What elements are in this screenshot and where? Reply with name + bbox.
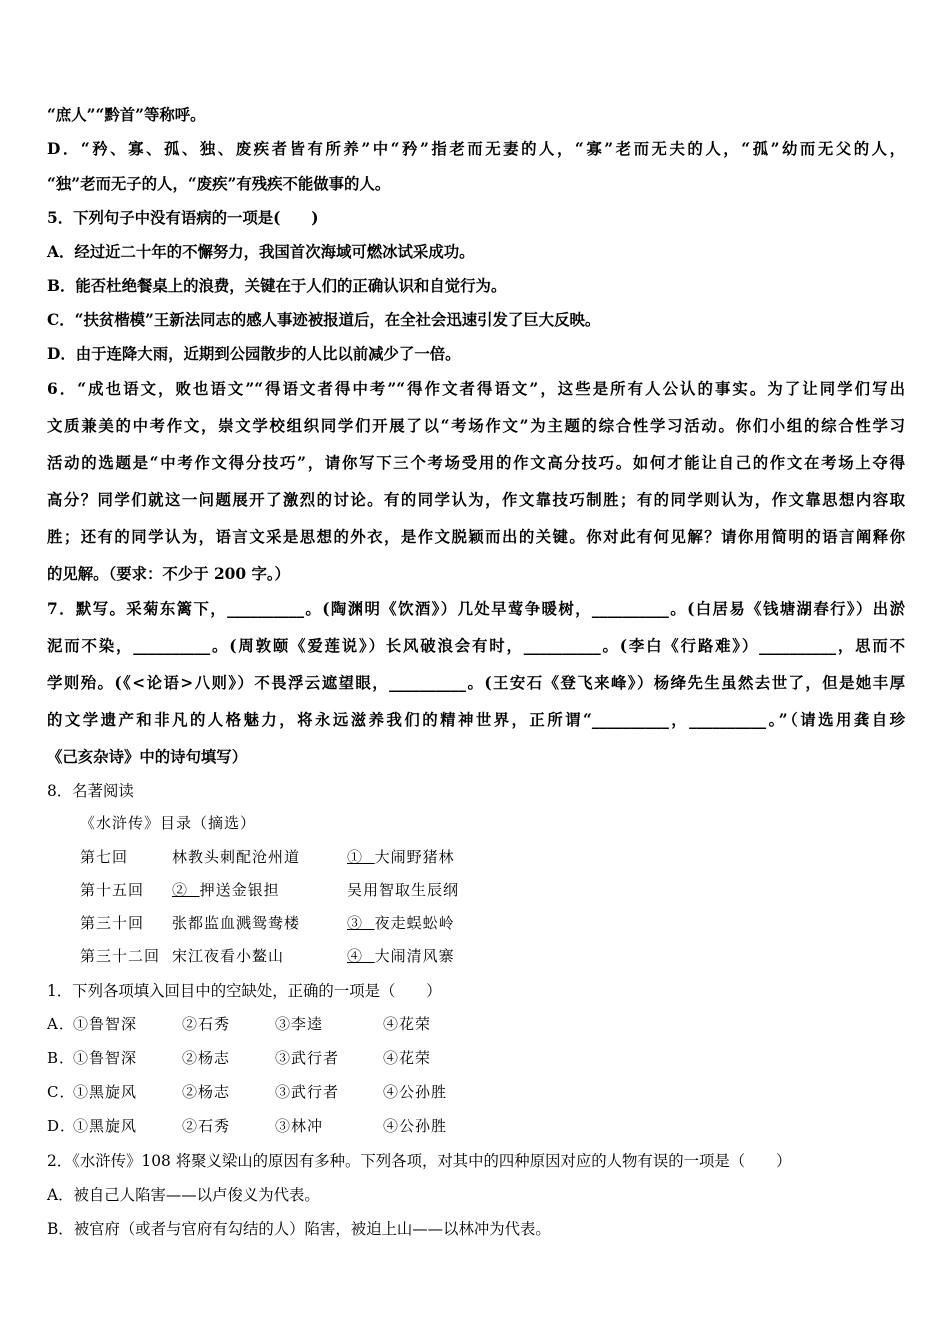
option-choice: ④花荣 bbox=[383, 1015, 432, 1033]
text-line: “独”老而无子的人，“废疾”有残疾不能做事的人。 bbox=[47, 175, 391, 193]
option-choice: ①鲁智深 bbox=[73, 1015, 138, 1033]
option-choice: ③林冲 bbox=[275, 1117, 324, 1135]
option-d-line: D．“矜、寡、孤、独、废疾者皆有所养”中“矜”指老而无妻的人，“寡”老而无夫的人，“孤”幼而无父的人， bbox=[47, 140, 905, 158]
toc-chapter: 第七回 bbox=[80, 848, 129, 866]
question-6-line: 胜；还有的同学认为，语言文采是思想的外衣，是作文脱颖而出的关键。你对此有何见解？请你用简明的语言阐释你 bbox=[47, 528, 905, 546]
question-7-line: 泥而不染，__________。(周敦颐《爱莲说》）长风破浪会有时，__________。(李白《行路难》）__________，思而不 bbox=[47, 637, 905, 655]
option-choice: ①黑旋风 bbox=[73, 1083, 138, 1101]
toc-right-title: ③ 夜走蜈蚣岭 bbox=[347, 914, 455, 932]
toc-blank: ① bbox=[347, 848, 364, 866]
option-choice: ②杨志 bbox=[182, 1049, 231, 1067]
question-5-option-b: B．能否杜绝餐桌上的浪费，关键在于人们的正确认识和自觉行为。 bbox=[47, 277, 507, 295]
option-choice: ③李逵 bbox=[275, 1015, 324, 1033]
option-choice: ②杨志 bbox=[182, 1083, 231, 1101]
toc-left-title: 林教头刺配沧州道 bbox=[172, 848, 301, 866]
toc-left-title: 宋江夜看小鳌山 bbox=[172, 947, 285, 965]
sub-question-2-option-a: A．被自己人陷害——以卢俊义为代表。 bbox=[47, 1186, 320, 1204]
question-7-line: 学则殆。(《<论语>八则》）不畏浮云遮望眼，__________。(王安石《登飞来峰》）杨绛先生虽然去世了，但是她丰厚 bbox=[47, 674, 905, 692]
option-label: A． bbox=[47, 1015, 75, 1033]
option-choice: ③武行者 bbox=[275, 1083, 340, 1101]
toc-blank: ④ bbox=[347, 947, 364, 965]
toc-right-title: ④ 大闹清风寨 bbox=[347, 947, 455, 965]
toc-title: 《水浒传》目录（摘选） bbox=[80, 814, 257, 832]
option-choice: ②石秀 bbox=[182, 1015, 231, 1033]
option-choice: ①鲁智深 bbox=[73, 1049, 138, 1067]
question-5-option-a: A．经过近二十年的不懈努力，我国首次海域可燃冰试采成功。 bbox=[47, 243, 475, 261]
option-label: D． bbox=[47, 1117, 77, 1135]
option-choice: ①黑旋风 bbox=[73, 1117, 138, 1135]
question-7-line: 的文学遗产和非凡的人格魅力，将永远滋养我们的精神世界，正所谓“__________，__________。”（请选用龚自珍 bbox=[47, 711, 905, 729]
question-5-stem: 5．下列句子中没有语病的一项是( ) bbox=[47, 209, 319, 227]
option-choice: ④公孙胜 bbox=[383, 1117, 448, 1135]
option-label: C． bbox=[47, 1083, 76, 1101]
question-8-stem: 8．名著阅读 bbox=[47, 782, 134, 800]
question-7-line: 7．默写。采菊东篱下，__________。(陶渊明《饮酒》）几处早莺争暖树，__________。(白居易《钱塘湖春行》）出淤 bbox=[47, 600, 905, 618]
option-choice: ②石秀 bbox=[182, 1117, 231, 1135]
sub-question-2-option-b: B．被官府（或者与官府有勾结的人）陷害，被迫上山——以林冲为代表。 bbox=[47, 1220, 551, 1238]
question-6-line: 文质兼美的中考作文，崇文学校组织同学们开展了以“考场作文”为主题的综合性学习活动。你们小组的综合性学习 bbox=[47, 417, 905, 435]
option-choice: ④花荣 bbox=[383, 1049, 432, 1067]
option-label: B． bbox=[47, 1049, 76, 1067]
toc-chapter: 第十五回 bbox=[80, 881, 145, 899]
question-6-line: 的见解。（要求：不少于 200 字。） bbox=[47, 565, 290, 583]
toc-right-title: 吴用智取生辰纲 bbox=[347, 881, 460, 899]
toc-blank: ③ bbox=[347, 914, 364, 932]
text-line: “庶人”“黔首”等称呼。 bbox=[47, 106, 206, 124]
option-choice: ④公孙胜 bbox=[383, 1083, 448, 1101]
toc-blank: ② bbox=[172, 881, 189, 899]
question-7-line: 《己亥杂诗》中的诗句填写） bbox=[47, 748, 248, 766]
sub-question-1-stem: 1．下列各项填入回目中的空缺处，正确的一项是（ ） bbox=[47, 982, 442, 1000]
toc-chapter: 第三十回 bbox=[80, 914, 145, 932]
sub-question-2-stem: 2．《水浒传》108 将聚义梁山的原因有多种。下列各项，对其中的四种原因对应的人物有误的一项是（ ） bbox=[47, 1152, 792, 1170]
question-5-option-d: D．由于连降大雨，近期到公园散步的人比以前减少了一倍。 bbox=[47, 345, 461, 363]
question-5-option-c: C．“扶贫楷模”王新法同志的感人事迹被报道后，在全社会迅速引发了巨大反映。 bbox=[47, 311, 601, 329]
question-6-line: 活动的选题是“中考作文得分技巧”，请你写下三个考场受用的作文高分技巧。如何才能让自己的作文在考场上夺得 bbox=[47, 454, 905, 472]
question-6-line: 6．“成也语文，败也语文”“得语文者得中考”“得作文者得语文”，这些是所有人公认的事实。为了让同学们写出 bbox=[47, 380, 905, 398]
toc-left-title: ② 押送金银担 bbox=[172, 881, 280, 899]
question-6-line: 高分？同学们就这一问题展开了激烈的讨论。有的同学认为，作文靠技巧制胜；有的同学则认为，作文靠思想内容取 bbox=[47, 491, 905, 509]
toc-left-title: 张都监血溅鸳鸯楼 bbox=[172, 914, 301, 932]
toc-chapter: 第三十二回 bbox=[80, 947, 161, 965]
option-choice: ③武行者 bbox=[275, 1049, 340, 1067]
toc-right-title: ① 大闹野猪林 bbox=[347, 848, 455, 866]
